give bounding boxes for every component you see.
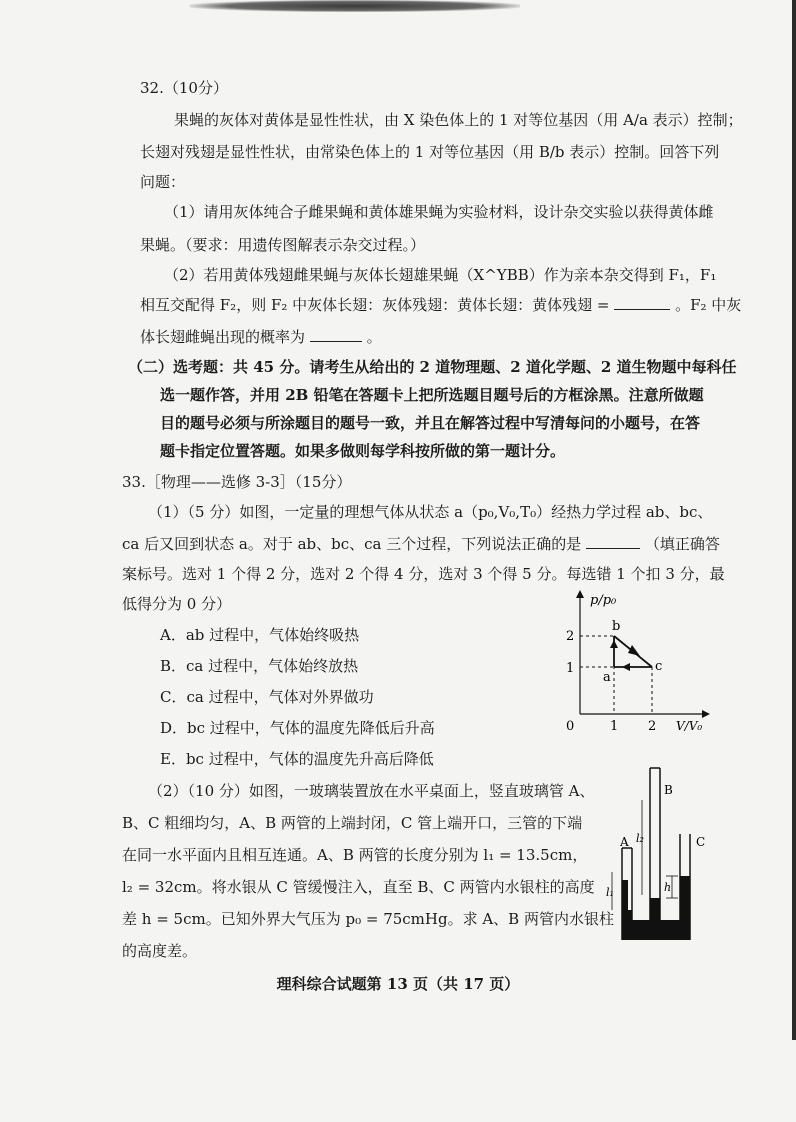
q33-part1-line (122, 534, 720, 554)
page-footer: 理科综合试题第 13 页（共 17 页） (276, 975, 520, 993)
tube-a-mercury (622, 910, 632, 922)
q32-sub1-line: 果蝇。（要求：用遗传图解表示杂交过程。） (140, 236, 426, 254)
y-tick-label: 2 (566, 629, 575, 644)
option-a: A．ab 过程中，气体始终吸热 (160, 626, 360, 644)
q32-sub2-text: 相互交配得 F₂，则 F₂ 中灰体长翅：灰体残翅：黄体长翅：黄体残翅 = (140, 296, 610, 314)
tube-b-mercury (650, 898, 660, 922)
q33-part2-line: 的高度差。 (122, 942, 198, 960)
y-axis-label: p/p₀ (590, 593, 617, 608)
elective-line: 题卡指定位置答题。如果多做则每学科按所做的第一题计分。 (160, 442, 566, 460)
q33-heading: 33.［物理——选修 3-3］（15分） (122, 473, 352, 491)
tube-c-mercury (680, 876, 690, 922)
q32-sub1-line: （1）请用灰体纯合子雌果蝇和黄体雄果蝇为实验材料，设计杂交实验以获得黄体雌 (164, 203, 714, 221)
x-tick-label: 1 (610, 719, 619, 734)
mercury-pool (622, 920, 690, 940)
tube-apparatus (602, 760, 712, 950)
pv-diagram (560, 586, 710, 736)
q33-part2-line: B、C 粗细均匀，A、B 两管的上端封闭，C 管上端开口，三管的下端 (122, 814, 583, 832)
scan-edge (792, 0, 796, 1040)
q33-part1-line: 低得分为 0 分） (122, 595, 232, 613)
x-tick-label: 2 (648, 719, 657, 734)
tube-b-label: B (664, 783, 673, 797)
q33-part1-line: 案标号。选对 1 个得 2 分，选对 2 个得 4 分，选对 3 个得 5 分。每选错 1 个扣 3 分，最 (122, 565, 725, 583)
q33-part2-line: 在同一水平面内且相互连通。A、B 两管的长度分别为 l₁ = 13.5cm， (122, 846, 588, 864)
q33-part2-line: （2）（10 分）如图，一玻璃装置放在水平桌面上，竖直玻璃管 A、 (148, 782, 595, 800)
point-b-label: b (612, 619, 621, 634)
arrow-bc (628, 645, 640, 656)
l2-label: l₂ (636, 832, 644, 845)
option-d: D．bc 过程中，气体的温度先降低后升高 (160, 719, 435, 737)
q32-heading: 32.（10分） (140, 79, 228, 97)
arrow-ca (622, 663, 630, 671)
point-a-label: a (603, 670, 611, 685)
l1-label: l₁ (606, 886, 614, 899)
q32-sub2-text: 。F₂ 中灰 (675, 296, 742, 314)
tube-a-label: A (620, 835, 629, 849)
answer-blank (614, 295, 670, 310)
option-c: C．ca 过程中，气体对外界做功 (160, 688, 374, 706)
q32-sub2-line (140, 295, 741, 315)
q33-part2-line: 差 h = 5cm。已知外界大气压为 p₀ = 75cmHg。求 A、B 两管内水银柱 (122, 910, 614, 928)
tube-c-label: C (696, 835, 706, 849)
option-e: E．bc 过程中，气体的温度先升高后降低 (160, 750, 434, 768)
arrow-ab (610, 640, 618, 648)
y-tick-label: 1 (566, 661, 575, 676)
q32-para-line: 问题： (140, 173, 186, 191)
x-axis-arrow (702, 710, 710, 718)
scan-shadow (190, 0, 520, 12)
point-c-label: c (655, 659, 663, 674)
q32-para-line: 果蝇的灰体对黄体是显性性状，由 X 染色体上的 1 对等位基因（用 A/a 表示）控制； (174, 111, 743, 129)
origin-label: 0 (566, 719, 575, 734)
q33-part1-line: （1）（5 分）如图，一定量的理想气体从状态 a（p₀,V₀,T₀）经热力学过程 ab、bc、 (148, 503, 713, 521)
q32-sub2-text: 体长翅雌蝇出现的概率为 (140, 328, 306, 346)
q32-sub2-text: 。 (366, 328, 382, 346)
x-axis-label: V/V₀ (676, 719, 703, 733)
q33-part2-line: l₂ = 32cm。将水银从 C 管缓慢注入，直至 B、C 两管内水银柱的高度 (122, 878, 595, 896)
q32-para-line: 长翅对残翅是显性性状，由常染色体上的 1 对等位基因（用 B/b 表示）控制。回答下列 (140, 143, 720, 161)
elective-line: （二）选考题：共 45 分。请考生从给出的 2 道物理题、2 道化学题、2 道生物题中每科任 (128, 358, 737, 376)
q33-part1-text: ca 后又回到状态 a。对于 ab、bc、ca 三个过程，下列说法正确的是 (122, 535, 582, 553)
option-b: B．ca 过程中，气体始终放热 (160, 657, 359, 675)
q32-sub2-line (140, 327, 382, 347)
q33-part1-text: （填正确答 (644, 535, 720, 553)
elective-line: 选一题作答，并用 2B 铅笔在答题卡上把所选题目题号后的方框涂黑。注意所做题 (160, 386, 704, 404)
answer-blank (310, 327, 362, 342)
elective-line: 目的题号必须与所涂题目的题号一致，并且在解答过程中写清每问的小题号，在答 (160, 414, 701, 432)
h-label: h (664, 881, 672, 894)
answer-blank (586, 534, 640, 549)
q32-sub2-line: （2）若用黄体残翅雌果蝇与灰体长翅雄果蝇（X^YBB）作为亲本杂交得到 F₁，F₁ (164, 266, 717, 284)
y-axis-arrow (576, 590, 584, 598)
